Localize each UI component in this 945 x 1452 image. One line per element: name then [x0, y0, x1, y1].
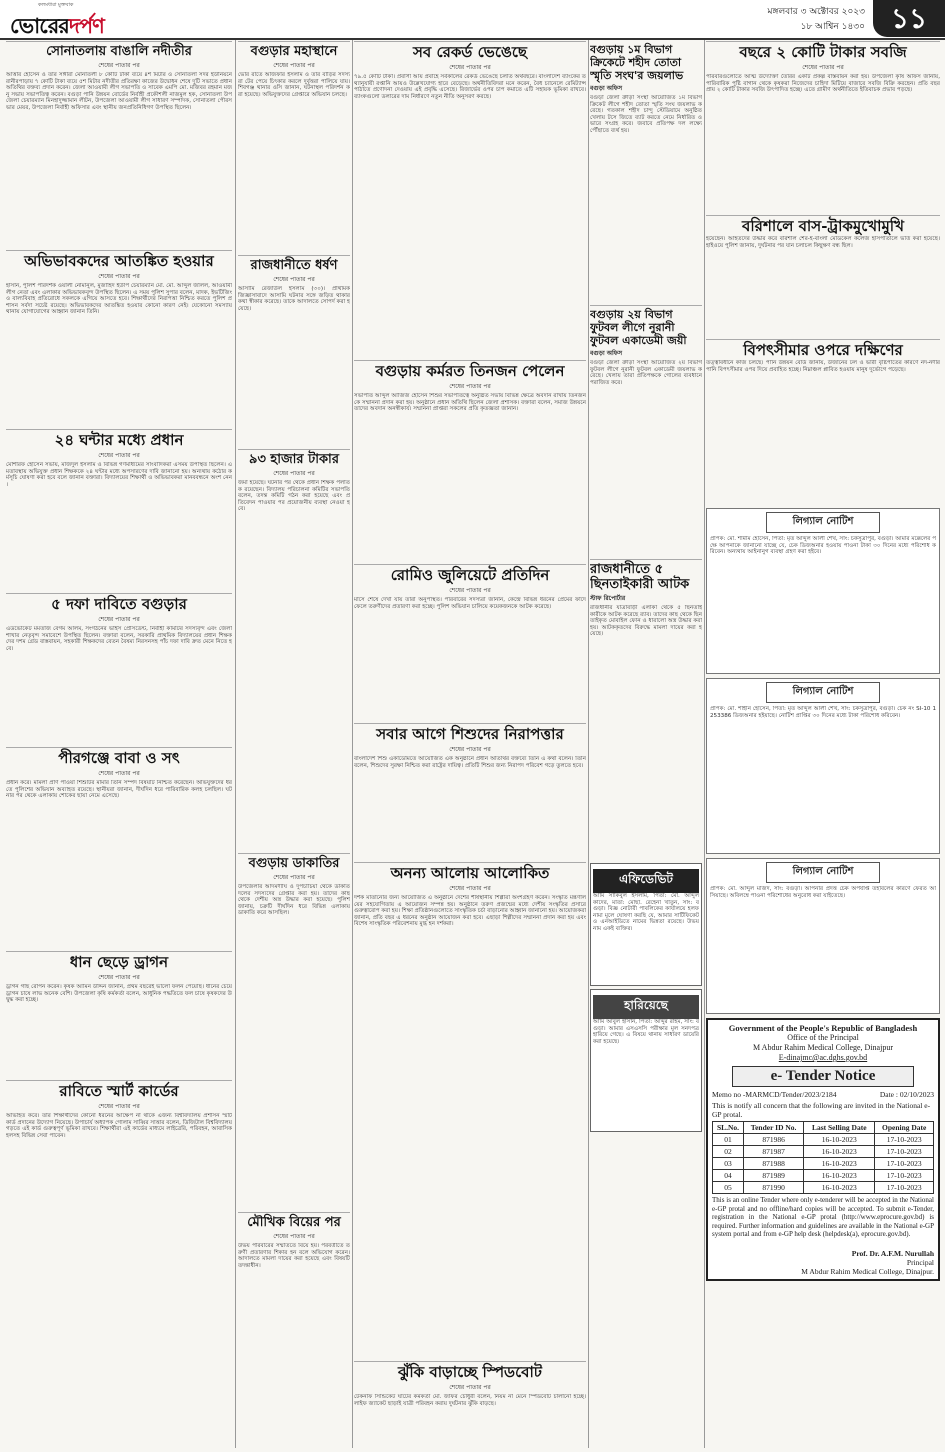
article	[238, 255, 350, 445]
continuation-note: শেষের পাতার পর	[98, 616, 140, 623]
article-body: প্রধান করে। মামলা প্রাণ পাওয়া শিশুটির মামার তিনি সম্পদ বিষয়টি নিশ্চিত করেছেন। অভিযুক্তদের ধরতে পুলিশের অভিযান অব্যাহত রয়েছে। স্থানীয়রা জানান, দীর্ঘদিন ধরে পারিবারিক কলহ চলছিল। ঘটনার পর থেকে এলাকায় শোকের ছায়া নেমে এসেছে।	[6, 780, 232, 799]
article-headline[interactable]: বগুড়ার মহাস্থানে	[238, 41, 350, 59]
article-body: পরিবারগুলোতে আত্ম উদ্যোক্তা তৈরির একটি প্রকল্প বাস্তবায়ন করা হয়। উপজেলা কৃষি অফিস জানায়, পারিবারিক পুষ্টি বাগান থেকে কৃষকরা নিজেদের চাহিদা মিটিয়ে বাজারে সবজি বিক্রি করছেন। প্রতি বছর প্রায় ২ কোটি টাকার সবজি উৎপাদিত হচ্ছে। এতে গ্রামীণ অর্থনীতিতে ইতিবাচক প্রভাব পড়ছে।	[706, 74, 940, 93]
continuation-note: শেষের পাতার পর	[273, 470, 315, 477]
article-headline[interactable]: বিপৎসীমার ওপরে দক্ষিণের	[706, 339, 940, 359]
column-1	[6, 40, 232, 1448]
article	[354, 41, 586, 356]
article	[6, 951, 232, 1076]
article-body: জমা হয়েছে। ঘটনার পর থেকে প্রধান শিক্ষক পলাতক রয়েছেন। বিদ্যালয় পরিচালনা কমিটির সভাপতি বলেন, তদন্ত কমিটি গঠন করা হয়েছে এবং প্রতিবেদন পাওয়ার পর প্রয়োজনীয় ব্যবস্থা নেওয়া হবে।	[238, 480, 350, 512]
continuation-note: শেষের পাতার পর	[449, 885, 491, 892]
article	[354, 723, 586, 858]
table-cell: 17-10-2023	[875, 1182, 934, 1194]
article-body: উপজেলার আদমদীঘি ও দুপচাঁচিয়া থেকে ডাকাত দলের সদস্যদের গ্রেপ্তার করা হয়। তাদের কাছ থেকে দেশীয় অস্ত্র উদ্ধার করা হয়েছে। পুলিশ জানায়, চক্রটি দীর্ঘদিন ধরে বিভিন্ন এলাকায় ডাকাতি করে আসছিল।	[238, 884, 350, 916]
logo-word-1: ভোরের	[10, 13, 69, 38]
article	[354, 360, 586, 560]
tender-intro: This is notify all concern that the following are invited in the National e-GP protal.	[712, 1101, 931, 1119]
article-headline[interactable]: বগুড়ায় ডাকাতির	[238, 853, 350, 871]
article-headline[interactable]: ধান ছেড়ে ড্রাগন	[6, 951, 232, 971]
table-cell: 03	[713, 1158, 744, 1170]
table-cell: 16-10-2023	[804, 1182, 875, 1194]
column-divider	[352, 40, 353, 1448]
article-body: দর্শক মাতানোর জন্য আয়োজিত এ অনুষ্ঠানে দেশের শীর্ষস্থানীয় শিল্পীরা অংশগ্রহণ করেন। সংস্কৃতি মন্ত্রণালয়ের সহযোগিতায় এ আয়োজন সম্পন্ন হয়। অনুষ্ঠানে তরুণ প্রজন্মের মধ্যে দেশীয় সংস্কৃতির প্রসারে গুরুত্বারোপ করা হয়। শিক্ষা প্রতিষ্ঠানগুলোতে সাংস্কৃতিক চর্চা বাড়ানোর আহ্বান জানানো হয়। আয়োজকরা জানান, প্রতি বছর এ ধরনের অনুষ্ঠান আয়োজন করা হবে। এছাড়া শিল্পীদের সম্মাননা প্রদান করা হয় এবং বিশেষ সাংস্কৃতিক পরিবেশনায় মুগ্ধ হন দর্শকরা।	[354, 895, 586, 927]
table-row	[713, 1134, 934, 1146]
column-header: Tender ID No.	[744, 1122, 804, 1134]
logo-word-2: দর্পণ	[68, 13, 104, 38]
affidavit-title: এফিডেভিট	[593, 869, 699, 893]
tender-signature	[712, 1249, 934, 1276]
legal-notice-title: লিগ্যাল নোটিশ	[766, 862, 880, 883]
legal-notice	[706, 678, 940, 854]
column-header: Opening Date	[875, 1122, 934, 1134]
continuation-note: শেষের পাতার পর	[98, 974, 140, 981]
tender-date: Date : 02/10/2023	[879, 1090, 934, 1099]
continuation-note: শেষের পাতার পর	[449, 746, 491, 753]
article-body: হাসান, পুলিশ পরিদর্শক ওয়ালী নোমানুল, মুজাহিদ ইউপি চেয়ারম্যান মো. মো. আব্দুল জলিল, আওয়ামী লীগ নেতা এবং এলাকার অভিভাবকবৃন্দ উপস্থিত ছিলেন। এ সময় পুলিশ সুপার বলেন, মাদক, ইভটিজিং ও বাল্যবিবাহ প্রতিরোধে সকলকে এগিয়ে আসতে হবে। শিক্ষার্থীদের নিরাপত্তা নিশ্চিত করতে পুলিশ প্রশাসন সর্বদা সচেষ্ট রয়েছে। অভিভাবকদের আতঙ্কিত হওয়ার কোনো কারণ নেই। যেকোনো সমস্যায় থানায় যোগাযোগের আহ্বান জানান তিনি।	[6, 283, 232, 315]
column-5	[706, 40, 940, 1448]
article-headline[interactable]: ২৪ ঘন্টার মধ্যে প্রধান	[6, 429, 232, 449]
article-body: ৭৯.৫ কোটি টাকা। প্রবাসী আয় প্রবাহে সর্বকালের রেকর্ড ভেঙেছে চলতি অর্থবছরে। বাংলাদেশ ব্যাংকের তথ্যানুযায়ী রপ্তানি আয়ও উল্লেখযোগ্য হারে বেড়েছে। অর্থনীতিবিদরা মনে করেন, বৈধ চ্যানেলে রেমিট্যান্স পাঠাতে প্রণোদনা দেওয়ায় এই প্রবৃদ্ধি এসেছে। রিজার্ভের ওপর চাপ কমাতে এটি সহায়ক ভূমিকা রাখবে। ব্যাংকগুলো ডলারের দাম নির্ধারণে নতুন নীতি অনুসরণ করছে।	[354, 74, 586, 100]
article-headline[interactable]: সোনাতলায় বাঙালি নদীতীর	[6, 41, 232, 59]
continuation-note: শেষের পাতার পর	[98, 62, 140, 69]
article-body: মোশারফ হোসেন সভায়, মজিদুল ইসলাম ও বিভিন্ন গণমাধ্যমের সাংবাদিকরা এসময় উপস্থিত ছিলেন। এমতাবস্থায় অভিযুক্ত প্রধান শিক্ষককে ২৪ ঘন্টার মধ্যে অপসারণের দাবি জানানো হয়। অন্যথায় কঠোর কর্মসূচি ঘোষণা করা হবে বলে জানান বক্তারা। বিদ্যালয়ের শিক্ষার্থী ও অভিভাবকরা মানববন্ধনে অংশ নেন।	[6, 462, 232, 488]
article	[590, 559, 702, 859]
table-cell: 871986	[744, 1134, 804, 1146]
article	[354, 862, 586, 1357]
table-cell: 17-10-2023	[875, 1146, 934, 1158]
article	[354, 1361, 586, 1448]
article-headline[interactable]: মৌখিক বিয়ের পর	[238, 1212, 350, 1230]
byline: স্টাফ রিপোর্টার	[590, 595, 626, 602]
byline: বগুড়া অফিস	[590, 350, 623, 357]
continuation-note: শেষের পাতার পর	[273, 62, 315, 69]
legal-notice	[706, 858, 940, 1014]
tender-title: e- Tender Notice	[732, 1066, 914, 1087]
column-divider	[588, 40, 589, 1448]
article-headline[interactable]: রাজধানীতে ৫ ছিনতাইকারী আটক	[590, 559, 702, 592]
article	[6, 429, 232, 589]
table-cell: 05	[713, 1182, 744, 1194]
signatory-name: Prof. Dr. A.F.M. Nurullah	[851, 1248, 934, 1258]
legal-notice-body: প্রাপক: মো. শামীম হোসেন, পিতা: মৃত আব্দুল আলী শেখ, সাং: চকসুত্রাপুর, বগুড়া। আমার মক্কেলের পক্ষে আপনাকে জানানো যাচ্ছে যে, চেক ডিজঅনার হওয়ায় পাওনা টাকা ৩০ দিনের মধ্যে পরিশোধ করিবেন। অন্যথায় আইনানুগ ব্যবস্থা গ্রহণ করা হইবে।	[710, 536, 936, 555]
article-body: এডভোকেট মমতাজ বেগম আলম, সংগঠনের ভাইস প্রেসিডেন্ট, নির্বাহী কমিটির সদস্যবৃন্দ এবং জেলা শাখার নেতৃবৃন্দ সমাবেশে উপস্থিত ছিলেন। বক্তারা বলেন, সরকারি প্রাথমিক বিদ্যালয়ের প্রধান শিক্ষকদের দশম গ্রেড বাস্তবায়ন, সহকারী শিক্ষকদের বেতন বৈষম্য নিরসনসহ পাঁচ দফা দাবি দ্রুত মেনে নিতে হবে।	[6, 626, 232, 652]
masthead	[0, 0, 945, 40]
table-cell: 16-10-2023	[804, 1158, 875, 1170]
continuation-note: শেষের পাতার পর	[802, 64, 844, 71]
article-headline[interactable]: বগুড়ায় ২য় বিভাগ ফুটবল লীগে নুরানী ফুটবল একাডেমী জয়ী	[590, 305, 702, 347]
article	[706, 215, 940, 335]
table-cell: 871987	[744, 1146, 804, 1158]
article-headline[interactable]: সব রেকর্ড ভেঙেছে	[354, 41, 586, 61]
article-body: বাংলাদেশ শিশু একাডেমিতে আয়োজিত এক অনুষ্ঠানে প্রধান অতিথির বক্তব্যে তিনি এ কথা বলেন। তিনি বলেন, শিশুদের সুরক্ষা নিশ্চিত করা রাষ্ট্রের দায়িত্ব। প্রতিটি শিশুর জন্য নিরাপদ পরিবেশ গড়ে তুলতে হবে।	[354, 756, 586, 769]
article-body: বগুড়া জেলা ক্রীড়া সংস্থা আয়োজিত ১ম বিভাগ ক্রিকেট লীগে শহীদ তোতা স্মৃতি সংঘ জয়লাভ করেছে। গতকাল শহীদ চান্দু স্টেডিয়ামে অনুষ্ঠিত খেলায় টসে জিতে ব্যাট করতে নেমে নির্ধারিত ওভারে সংগ্রহ করে। জবাবে প্রতিপক্ষ দল লক্ষ্যে পৌঁছাতে ব্যর্থ হয়।	[590, 95, 702, 134]
article-body: উভয় পরিবারের সম্মতিতে বিয়ে হয়। পরবর্তীতে তরুণী প্রতারণার শিকার হন বলে অভিযোগ করেন। আদালতে মামলা দায়ের করা হয়েছে এবং বিষয়টি তদন্তাধীন।	[238, 1243, 350, 1269]
tender-note: This is an online Tender where only e-tenderer will be accepted in the National e-GP protal and no offline/hard copies will be accepted. To submit e-Tender, registration in the National e-GP protal (http://www.eprocure.gov.bd) is required. Further information and guidelines are available in the National e-GP system portal and from e-GP help desk (helpdesk(a), eprocure.gov.bd).	[712, 1196, 934, 1238]
column-4	[590, 40, 702, 1448]
column-header: Last Selling Date	[804, 1122, 875, 1134]
continuation-note: শেষের পাতার পর	[98, 1103, 140, 1110]
table-header-row	[713, 1122, 934, 1134]
continuation-note: শেষের পাতার পর	[273, 874, 315, 881]
table-cell: 17-10-2023	[875, 1158, 934, 1170]
article-headline[interactable]: রোমিও জুলিয়েটে প্রতিদিন	[354, 564, 586, 584]
article	[354, 564, 586, 719]
article	[238, 853, 350, 1208]
article-headline[interactable]: বছরে ২ কোটি টাকার সবজি	[706, 41, 940, 61]
table-cell: 871990	[744, 1182, 804, 1194]
table-row	[713, 1158, 934, 1170]
table-cell: 871989	[744, 1170, 804, 1182]
article-body: রাজধানীর যাত্রাবাড়ী এলাকা থেকে ৫ ছিনতাইকারীকে আটক করেছে র‍্যাব। তাদের কাছ থেকে ছিনতাইকৃত মোবাইল ফোন ও ধারালো অস্ত্র উদ্ধার করা হয়। আটককৃতদের বিরুদ্ধে মামলা দায়ের করা হয়েছে।	[590, 605, 702, 637]
article	[590, 305, 702, 555]
column-2	[238, 40, 350, 1448]
article-body: বগুড়া জেলা ক্রীড়া সংস্থা আয়োজিত ২য় বিভাগ ফুটবল লীগে নুরানী ফুটবল একাডেমী জয়লাভ করেছে। খেলায় তারা প্রতিপক্ষকে গোলের ব্যবধানে পরাজিত করে।	[590, 360, 702, 386]
table-cell: 16-10-2023	[804, 1146, 875, 1158]
table-cell: 16-10-2023	[804, 1170, 875, 1182]
tender-college: M Abdur Rahim Medical College, Dinajpur	[753, 1043, 893, 1052]
tender-email-link[interactable]: E-dinajmc@ac.dghs.gov.bd	[778, 1053, 868, 1062]
table-row	[713, 1182, 934, 1194]
article-headline[interactable]: সবার আগে শিশুদের নিরাপত্তার	[354, 723, 586, 743]
legal-notice	[706, 508, 940, 674]
article-body: মাসে শেষে দেখা যায় তারা অনুপস্থিত। পরিবারের সদস্যরা জানান, কেন্দ্রে বিভিন্ন ধরনের প্রেমের ফাঁদে ফেলে তরুণীদের প্রতারণা করা হচ্ছে। পুলিশ অভিযান চালিয়ে কয়েকজনকে আটক করেছে।	[354, 597, 586, 610]
date-bengali: ১৮ আশ্বিন ১৪৩০	[800, 22, 865, 32]
tender-memo: Memo no -MARMCD/Tender/2023/2184	[712, 1090, 837, 1099]
issue-date	[768, 5, 866, 35]
continuation-note: শেষের পাতার পর	[449, 587, 491, 594]
table-cell: 17-10-2023	[875, 1134, 934, 1146]
lost-notice-title: হারিয়েছে	[593, 995, 699, 1019]
article-body: টেকনাফ সিন্ডিকেট ঘাটের কর্মকর্তা মো. জাফর চৌধুরী বলেন, নিয়ম না মেনে স্পিডবোট চালানো হচ্ছে। লাইফ জ্যাকেট ছাড়াই যাত্রী পরিবহন করায় দুর্ঘটনার ঝুঁকি বাড়ছে।	[354, 1394, 586, 1407]
newspaper-logo[interactable]	[8, 2, 138, 36]
column-divider	[704, 40, 705, 1448]
article	[6, 41, 232, 246]
article	[6, 593, 232, 743]
affidavit-body: আমি সাকিবুল ইসলাম, পিতা: মো. আব্দুল কাদের, মাতা: মোছা. রেহেনা খাতুন, সাং: বগুড়া। বিজ্ঞ নোটারী পাবলিকের কার্যালয়ে হলফনামা মূলে ঘোষণা করছি যে, আমার সার্টিফিকেট ও এনআইডিতে নামের ভিন্নতা রয়েছে। উভয় নাম একই ব্যক্তির।	[593, 893, 699, 932]
article	[6, 250, 232, 425]
signatory-role: Principal	[906, 1257, 934, 1267]
article-body: অভিহিত করে। তার শিক্ষার্থীদের কোনো ধরনের আক্ষেপ না থাকে এজন্য বিশ্ববিদ্যালয় প্রশাসন স্মার্ট কার্ড প্রদানের উদ্যোগ নিয়েছে। উপাচার্য অধ্যাপক গোলাম সাব্বির সাত্তার বলেন, ডিজিটাল বিশ্ববিদ্যালয় গড়তে এই কার্ড গুরুত্বপূর্ণ ভূমিকা রাখবে। শিক্ষার্থীরা এই কার্ডের মাধ্যমে লাইব্রেরি, পরিবহন, আবাসিক হলসহ বিভিন্ন সেবা পাবেন।	[6, 1113, 232, 1139]
continuation-note: শেষের পাতার পর	[449, 64, 491, 71]
logo-tagline: কলমধারা মুক্তবাক	[38, 2, 74, 8]
table-cell: 17-10-2023	[875, 1170, 934, 1182]
article-headline[interactable]: ঝুঁকি বাড়াচ্ছে স্পিডবোট	[354, 1361, 586, 1381]
tender-government: Government of the People's Republic of Bangladesh	[728, 1023, 918, 1033]
continuation-note: শেষের পাতার পর	[449, 1384, 491, 1391]
article-body: ভোর রাতে অজিফার ইসলাম ও তার বাড়ির সদস্যরা টের পেয়ে চিৎকার করলে দুর্বৃত্তরা পালিয়ে যায়। শিবগঞ্জ থানার ওসি জানান, ঘটনাস্থল পরিদর্শন করা হয়েছে। অভিযুক্তদের গ্রেপ্তারে অভিযান চলছে।	[238, 72, 350, 98]
article-headline[interactable]: পীরগঞ্জে বাবা ও সৎ	[6, 747, 232, 767]
table-cell: 04	[713, 1170, 744, 1182]
date-gregorian: মঙ্গলবার ৩ অক্টোবর ২০২৩	[767, 7, 865, 17]
article-body: তত্ত্বাবধানে কাজ চলছে। পানি উন্নয়ন বোর্ড জানায়, উজানের ঢল ও ভারী বৃষ্টিপাতের কারণে নদ-নদীর পানি বিপৎসীমার ওপর দিয়ে প্রবাহিত হচ্ছে। নিম্নাঞ্চল প্লাবিত হওয়ায় মানুষ দুর্ভোগে পড়েছে।	[706, 360, 940, 373]
lost-notice-ad	[590, 989, 702, 1132]
article-headline[interactable]: অভিভাবকদের আতঙ্কিত হওয়ার	[6, 250, 232, 270]
continuation-note: শেষের পাতার পর	[273, 1233, 315, 1240]
continuation-note: শেষের পাতার পর	[98, 770, 140, 777]
article-body: হয়েছেন। আহতদের উদ্ধার করে বরিশাল শের-ই-বাংলা মেডিকেল কলেজ হাসপাতালে ভর্তি করা হয়েছে। হাইওয়ে পুলিশ জানায়, দুর্ঘটনার পর যান চলাচল কিছুক্ষণ বন্ধ ছিল।	[706, 236, 940, 249]
column-divider	[235, 40, 236, 1448]
legal-notice-title: লিগ্যাল নোটিশ	[766, 682, 880, 703]
article-body: সভাপতি আব্দুল আজিজ হোসেন শিশুর সভাপতিত্বে অনুষ্ঠিত সভায় বিভিন্ন ক্ষেত্রে অবদান রাখায় তিনজনকে সম্মাননা প্রদান করা হয়। অনুষ্ঠানে প্রধান অতিথি ছিলেন জেলা প্রশাসক। বক্তারা বলেন, সমাজ উন্নয়নে তাদের অবদান অনস্বীকার্য। সম্মাননা প্রাপ্তরা সকলের প্রতি কৃতজ্ঞতা জানান।	[354, 393, 586, 412]
article-headline[interactable]: বগুড়ায় কর্মরত তিনজন পেলেন	[354, 360, 586, 380]
continuation-note: শেষের পাতার পর	[98, 452, 140, 459]
article-headline[interactable]: ৫ দফা দাবিতে বগুড়ার	[6, 593, 232, 613]
legal-notice-body: প্রাপক: মো. আব্দুল মজিদ, সাং: বগুড়া। আপনার প্রদত্ত চেক অপর্যাপ্ত তহবিলের কারণে ফেরত আসিয়াছে। অবিলম্বে পাওনা পরিশোধের অনুরোধ করা যাইতেছে।	[710, 886, 936, 899]
article	[706, 41, 940, 211]
table-row	[713, 1170, 934, 1182]
article	[6, 1080, 232, 1410]
table-cell: 871988	[744, 1158, 804, 1170]
table-row	[713, 1146, 934, 1158]
article-headline[interactable]: অনন্য আলোয় আলোকিত	[354, 862, 586, 882]
article	[590, 41, 702, 301]
byline: বগুড়া অফিস	[590, 85, 623, 92]
article	[6, 747, 232, 947]
article-headline[interactable]: ৯৩ হাজার টাকার	[238, 449, 350, 467]
e-tender-notice	[706, 1018, 940, 1281]
article	[706, 339, 940, 504]
affidavit-ad	[590, 863, 702, 986]
article-body: আসামি রেজাউল ইসলাম (৩০)। প্রাথমিক জিজ্ঞাসাবাদে আসামি ঘটনার সঙ্গে জড়িত থাকার কথা স্বীকার করেছে। তাকে আদালতে সোপর্দ করা হয়েছে।	[238, 286, 350, 312]
lost-notice-body: আমি আবুল হাসান, পিতা: আব্দুর রহিম, সাং: বগুড়া। আমার এসএসসি পরীক্ষার মূল সনদপত্র হারিয়ে গেছে। এ বিষয়ে থানায় সাধারণ ডায়েরি করা হয়েছে।	[593, 1019, 699, 1045]
legal-notice-body: প্রাপক: মো. শাহীন হোসেন, পিতা: মৃত আব্দুল আলী শেখ, সাং: চকসুত্রাপুর, বগুড়া। চেক নং SI-10 1253386 ডিজঅনার হইয়াছে। নোটিশ প্রাপ্তির ৩০ দিনের মধ্যে টাকা পরিশোধ করিবেন।	[710, 706, 936, 719]
article	[238, 41, 350, 251]
table-cell: 01	[713, 1134, 744, 1146]
page-number: ১১	[873, 0, 945, 37]
tender-table	[712, 1121, 934, 1194]
article-body: আত্তার হোসেন ও তার সঙ্গীরা মোনাতলী ৮ কোটি টাকা ব্যয়ে ৪শ মিটার ও সোনাতলা সদর ইউনিয়নে রানীরপাড়ায় ৭ কোটি টাকা ব্যয়ে ৫শ মিটার নদীতীর প্রতিরক্ষা কাজের উদ্বোধন শেষে দুটি সভাতে প্রধান অতিথির বক্তব্য প্রদান করেন। জেলা আওয়ামী লীগ সভাপতি ও সাবেক এমপি মো. মজিবর রহমান মজনু সভায় সভাপতিত্ব করেন। বগুড়া পানি উন্নয়ন বোর্ডের নির্বাহী প্রকৌশলী নাজমুল হক, সোনাতলা উপজেলা চেয়ারম্যান মিনহাদুজ্জামান লীটন, উপজেলা আওয়ামী লীগ সাধারণ সম্পাদক, সোনাতলা পৌরসভার মেয়র, উপজেলা নির্বাহী অফিসার এবং স্থানীয় জনপ্রতিনিধিগণ উপস্থিত ছিলেন।	[6, 72, 232, 111]
column-header: SL.No.	[713, 1122, 744, 1134]
table-cell: 02	[713, 1146, 744, 1158]
article	[238, 1212, 350, 1442]
continuation-note: শেষের পাতার পর	[449, 383, 491, 390]
article-headline[interactable]: রাবিতে স্মার্ট কার্ডের	[6, 1080, 232, 1100]
tender-office: Office of the Principal	[787, 1033, 859, 1042]
tender-memo-line	[712, 1090, 934, 1099]
article-headline[interactable]: বরিশালে বাস-ট্রাকমুখোমুখি	[706, 215, 940, 235]
continuation-note: শেষের পাতার পর	[98, 273, 140, 280]
article-body: ড্রাগন গাছ রোপন করেন। কৃষক আমিন উদ্দিন জানান, প্রথম বছরেই ভালো ফলন পেয়েছি। ধানের চেয়ে ড্রাগন চাষে লাভ অনেক বেশি। উপজেলা কৃষি কর্মকর্তা বলেন, আধুনিক পদ্ধতিতে ফল চাষে কৃষকদের উদ্বুদ্ধ করা হচ্ছে।	[6, 984, 232, 1003]
article	[238, 449, 350, 849]
signatory-org: M Abdur Rahim Medical College, Dinajpur.	[801, 1266, 934, 1276]
article-headline[interactable]: রাজধানীতে ধর্ষণ	[238, 255, 350, 273]
legal-notice-title: লিগ্যাল নোটিশ	[766, 512, 880, 533]
continuation-note: শেষের পাতার পর	[273, 276, 315, 283]
article-headline[interactable]: বগুড়ায় ১ম বিভাগ ক্রিকেটে শহীদ তোতা স্মৃতি সংঘ'র জয়লাভ	[590, 43, 684, 82]
table-cell: 16-10-2023	[804, 1134, 875, 1146]
column-3	[354, 40, 586, 1448]
